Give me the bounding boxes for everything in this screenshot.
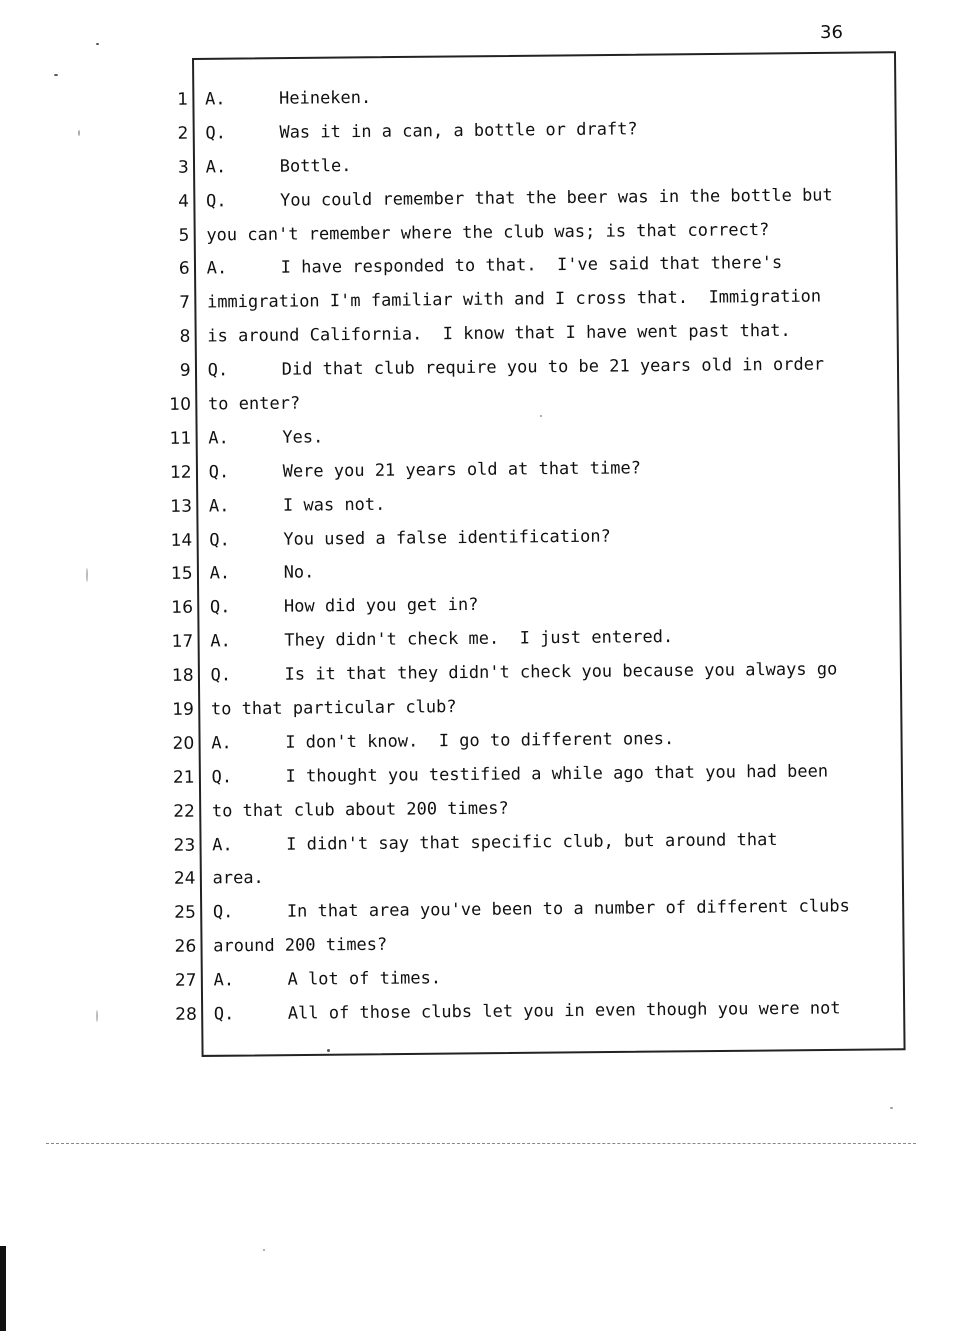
scan-speck	[54, 74, 58, 76]
line-number: 23	[173, 835, 196, 856]
line-text: Yes.	[282, 427, 324, 448]
line-number: 1	[177, 89, 189, 110]
scan-speck	[96, 1010, 98, 1022]
line-text: to that club about 200 times?	[211, 798, 509, 822]
line-number: 3	[177, 157, 189, 178]
speaker-label: Q.	[207, 360, 229, 381]
line-number: 27	[174, 970, 197, 991]
speaker-label: A.	[213, 970, 235, 991]
line-number: 22	[173, 801, 196, 822]
line-text: Is it that they didn't check you because you always go	[284, 659, 838, 685]
line-number: 2	[177, 123, 189, 144]
line-text: Did that club require you to be 21 years old in order	[281, 354, 825, 380]
line-text: Heineken.	[278, 87, 372, 109]
line-number: 14	[170, 530, 193, 551]
line-number: 19	[172, 699, 195, 720]
scan-speck	[327, 1049, 330, 1052]
line-text: around 200 times?	[213, 935, 388, 957]
line-number: 21	[172, 767, 195, 788]
line-number: 24	[173, 869, 196, 890]
speaker-label: Q.	[211, 767, 233, 788]
speaker-label: Q.	[208, 462, 230, 483]
speaker-label: A.	[210, 631, 231, 652]
speaker-label: Q.	[205, 123, 226, 144]
speaker-label: Q.	[209, 597, 231, 618]
speaker-label: Q.	[213, 1004, 235, 1025]
line-number: 25	[174, 902, 196, 924]
line-text: I didn't say that specific club, but around that	[286, 829, 778, 855]
transcript-line	[159, 998, 899, 1039]
speaker-label: Q.	[205, 190, 227, 212]
line-text: All of those clubs let you in even though you were not	[287, 998, 841, 1024]
speaker-label: A.	[211, 733, 232, 754]
line-text: I have responded to that. I've said that there's	[280, 253, 783, 279]
scan-speck	[78, 130, 80, 136]
speaker-label: A.	[208, 495, 230, 517]
transcript-body	[150, 83, 899, 1039]
scan-footer-rule	[46, 1143, 916, 1144]
line-number: 20	[172, 733, 195, 754]
line-number: 26	[174, 936, 197, 958]
speaker-label: A.	[204, 89, 226, 110]
line-number: 13	[170, 496, 193, 517]
scan-speck	[890, 1107, 893, 1109]
speaker-label: A.	[212, 834, 233, 856]
line-text: to that particular club?	[210, 697, 457, 720]
line-text: immigration I'm familiar with and I cross that. Immigration	[206, 286, 822, 313]
line-number: 18	[171, 665, 194, 686]
speaker-label: A.	[206, 258, 228, 279]
line-number: 4	[178, 191, 190, 212]
line-number: 12	[169, 462, 192, 483]
line-text: They didn't check me. I just entered.	[284, 627, 674, 651]
scan-speck	[96, 43, 99, 45]
scan-speck	[263, 1249, 265, 1251]
line-text: I was not.	[282, 494, 386, 516]
line-number: 6	[178, 259, 190, 280]
scan-binding-edge	[0, 1246, 6, 1331]
line-text: No.	[283, 562, 315, 584]
line-text: You could remember that the beer was in the bottle but	[279, 185, 833, 211]
speaker-label: A.	[208, 428, 229, 449]
speaker-label: Q.	[210, 665, 232, 686]
line-text: to enter?	[207, 393, 301, 415]
line-text: How did you get in?	[283, 595, 479, 618]
speaker-label: Q.	[212, 902, 234, 923]
line-number: 8	[179, 326, 191, 347]
line-number: 16	[171, 597, 194, 619]
line-text: is around California. I know that I have went past that.	[207, 321, 791, 347]
speaker-label: A.	[205, 157, 227, 178]
speaker-label: Q.	[209, 529, 230, 551]
line-number: 17	[171, 631, 194, 653]
line-text: area.	[212, 868, 264, 889]
line-number: 28	[175, 1004, 197, 1025]
speaker-label: A.	[209, 563, 231, 584]
line-text: Was it in a can, a bottle or draft?	[279, 119, 638, 143]
line-text: you can't remember where the club was; is that correct?	[206, 219, 770, 246]
line-text: You used a false identification?	[283, 526, 611, 550]
scan-speck	[86, 568, 88, 582]
line-text: In that area you've been to a number of different clubs	[286, 896, 850, 923]
line-text: I don't know. I go to different ones.	[285, 728, 675, 753]
line-number: 7	[179, 292, 191, 314]
line-number: 10	[169, 394, 192, 415]
page-number: 36	[820, 22, 843, 43]
line-number: 9	[179, 360, 191, 381]
line-number: 5	[178, 225, 190, 246]
line-text: A lot of times.	[287, 968, 442, 990]
scan-speck	[540, 415, 542, 417]
line-text: I thought you testified a while ago that you had been	[285, 761, 829, 787]
line-number: 11	[169, 428, 192, 449]
line-text: Bottle.	[279, 155, 352, 177]
line-text: Were you 21 years old at that time?	[282, 458, 641, 482]
line-number: 15	[170, 564, 193, 585]
